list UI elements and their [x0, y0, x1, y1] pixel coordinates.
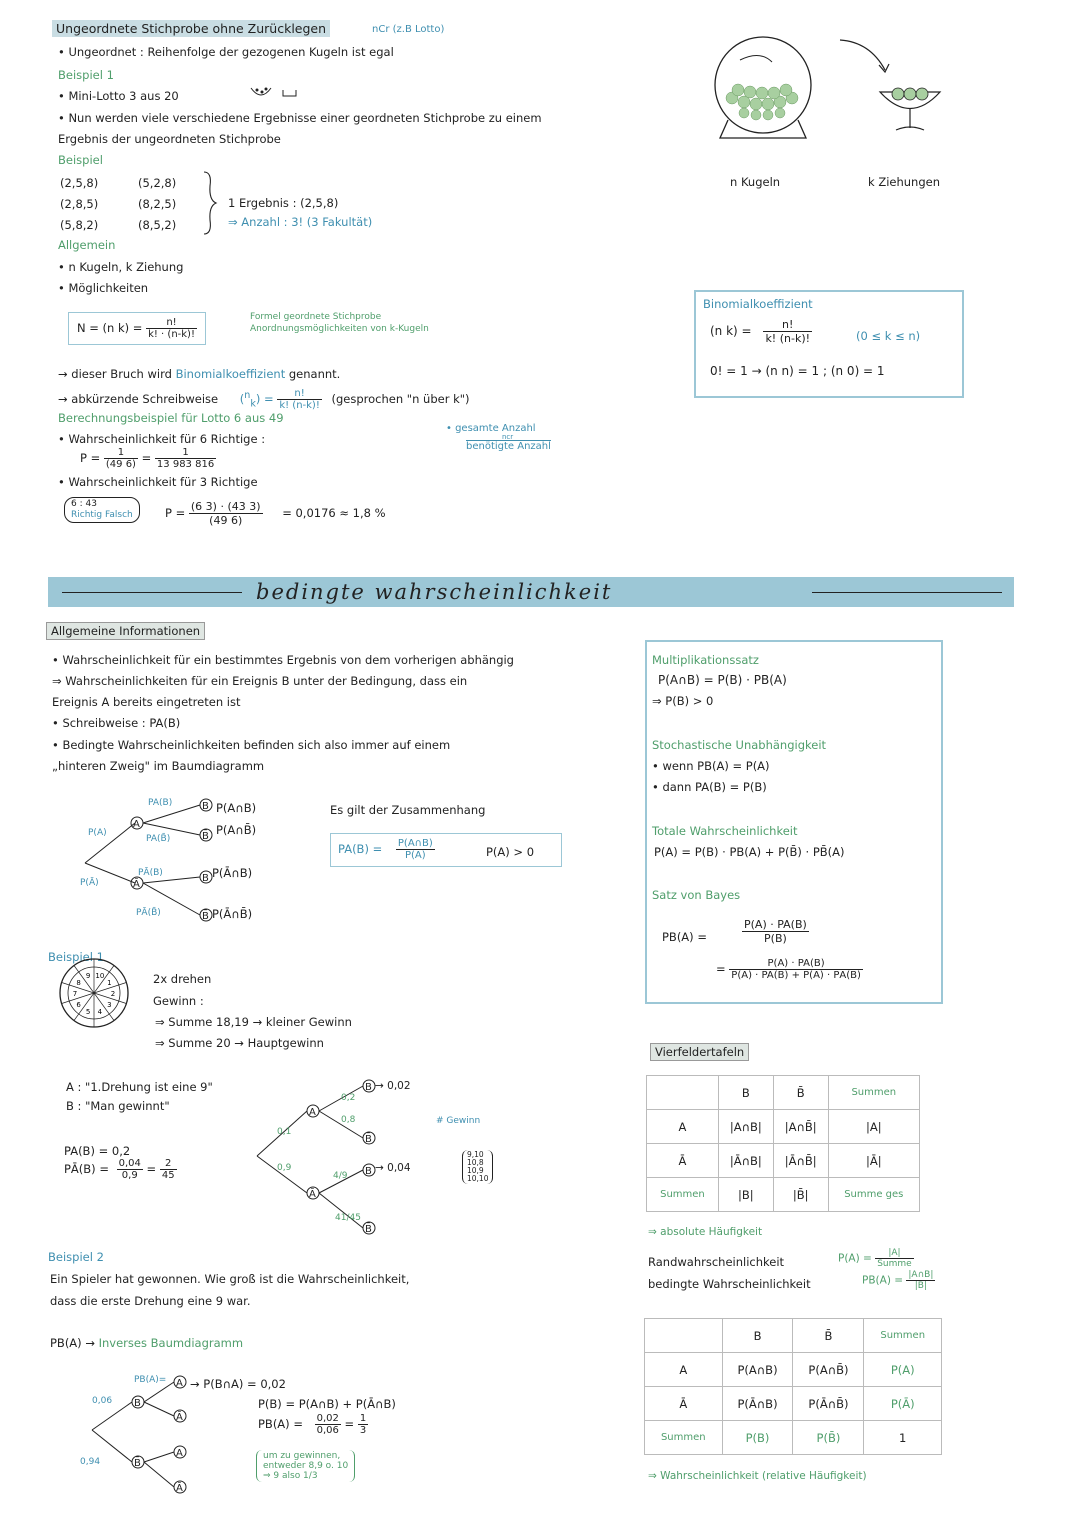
- bed-den: |B|: [914, 1281, 927, 1291]
- tuple: (8,2,5): [138, 197, 177, 211]
- banner-line-right: [812, 592, 1002, 593]
- cell: A: [647, 1110, 719, 1144]
- cell: Summe ges: [828, 1178, 919, 1212]
- svg-text:A: A: [309, 1107, 316, 1118]
- svg-text:PĀ(B): PĀ(B): [138, 868, 163, 878]
- wheel-number: 10: [95, 971, 105, 980]
- gesamte-1: • gesamte Anzahl: [446, 423, 536, 434]
- wheel-number: 4: [97, 1008, 103, 1017]
- note-1: um zu gewinnen,: [263, 1451, 341, 1461]
- pnab-den2: 45: [161, 1170, 175, 1181]
- formula-box-N: [68, 312, 206, 345]
- svg-text:B̄: B̄: [202, 831, 209, 842]
- formel-note-2: Anordnungsmöglichkeiten von k-Kugeln: [250, 324, 429, 334]
- cell: |Ā∩B|: [718, 1144, 773, 1178]
- bayes-den2: P(A) · PA(B) + P(Ā) · PĀ(B): [731, 970, 861, 981]
- bsp2-text2: dass die erste Drehung eine 9 war.: [50, 1294, 251, 1308]
- wheel-number: 9: [85, 971, 91, 980]
- cell: P(B̄): [793, 1421, 864, 1455]
- tuple: (5,8,2): [60, 218, 99, 232]
- table-row: [645, 1421, 942, 1455]
- p6-den: (49 6): [105, 459, 136, 470]
- p94-label: 0,94: [80, 1457, 101, 1467]
- binom-lhs: (n k) =: [710, 324, 752, 338]
- beispiel-1-label: Beispiel 1: [58, 68, 114, 82]
- cell: Summen: [828, 1076, 919, 1110]
- p6-den2: 13 983 816: [156, 459, 215, 470]
- lotto-illustration: [700, 20, 980, 170]
- heading-ungeordnet: Ungeordnete Stichprobe ohne Zurücklegen: [52, 20, 330, 37]
- cell: B: [722, 1319, 793, 1353]
- vft-title: Vierfeldertafeln: [650, 1043, 749, 1061]
- bayes-frac2: = $\frac{P(A) \cdot PA(B)}{P(A) \cdot PA(B) + P(Ā) \cdot PĀ(B)}$: [716, 958, 861, 981]
- cell: P(B): [722, 1421, 793, 1455]
- bruch-line: [58, 367, 340, 381]
- note-2: entweder 8,9 o. 10: [263, 1461, 349, 1471]
- rand-den: Summe: [877, 1259, 912, 1269]
- cell: |Ā∩B̄|: [773, 1144, 828, 1178]
- combo: 10,8: [467, 1158, 484, 1167]
- bed-lhs: PB(A) =: [862, 1274, 904, 1287]
- combo: 10,9: [467, 1166, 484, 1175]
- svg-text:P(Ā): P(Ā): [80, 878, 99, 888]
- bsp1-pnab: PĀ(B) = $\frac{0,04}{0,9}$ = $\frac{2}{45}$: [64, 1158, 175, 1181]
- pba-lhs: PB(A) =: [258, 1417, 303, 1431]
- w6-line: • Wahrscheinlichkeit für 6 Richtige :: [58, 432, 266, 446]
- bsp1-out2: → 0,04: [375, 1162, 411, 1174]
- abk-text: → abkürzende Schreibweise: [58, 392, 219, 406]
- cell: Summen: [645, 1421, 723, 1455]
- gesprochen: (gesprochen "n über k"): [331, 392, 470, 406]
- wheel-number: 3: [107, 1001, 112, 1010]
- bsp1-gewinn-note: # Gewinn: [436, 1116, 481, 1126]
- svg-text:PĀ(B̄): PĀ(B̄): [136, 908, 161, 918]
- bed-num: |A∩B|: [908, 1270, 934, 1280]
- table-row: [647, 1144, 920, 1178]
- table-row: [647, 1076, 920, 1110]
- stoch-title: Stochastische Unabhängigkeit: [652, 738, 827, 752]
- richtig-count: 6 : 43: [71, 499, 97, 509]
- svg-text:Ā: Ā: [176, 1412, 183, 1423]
- svg-text:PB(A)=: PB(A)=: [134, 1375, 167, 1385]
- cell: |A∩B|: [718, 1110, 773, 1144]
- balls-icon: [726, 84, 798, 120]
- note-3: ⇒ 9 also 1/3: [263, 1471, 318, 1481]
- wheel-number: 1: [107, 978, 112, 987]
- svg-text:B: B: [365, 1166, 372, 1177]
- richtig-falsch-bubble: [64, 497, 140, 523]
- tuple: (5,2,8): [138, 176, 177, 190]
- binom-facts: 0! = 1 → (n n) = 1 ; (n 0) = 1: [710, 364, 885, 378]
- cell: P(Ā): [864, 1387, 942, 1421]
- p3-formula: P = $\frac{(6 3) \cdot (43 3)}{(49 6)}$ = 0,0176 ≈ 1,8 %: [165, 500, 386, 527]
- pnab-num: 0,04: [118, 1158, 141, 1169]
- table-row: [645, 1387, 942, 1421]
- bsp2-label: Beispiel 2: [48, 1250, 104, 1264]
- cell: 1: [864, 1421, 942, 1455]
- stoch-2: • dann PA(B) = P(B): [652, 780, 767, 794]
- binom-den: k! (n-k)!: [765, 332, 811, 345]
- tree-result-2: P(A∩B̄): [216, 823, 257, 837]
- k-ziehungen-label: k Ziehungen: [868, 175, 940, 189]
- binom-cond: (0 ≤ k ≤ n): [856, 329, 921, 343]
- wheel-number: 7: [72, 990, 78, 998]
- moeglich-line: • Möglichkeiten: [58, 281, 149, 295]
- bsp2-note: [256, 1450, 355, 1482]
- svg-text:B: B: [134, 1398, 141, 1409]
- tuple: (2,5,8): [60, 176, 99, 190]
- tree-diagram-general: [80, 795, 230, 930]
- p6-lhs: P =: [80, 451, 101, 465]
- svg-text:P(A): P(A): [88, 828, 107, 838]
- tree-result-3: P(Ā∩B): [212, 866, 253, 880]
- inv-lhs: PB(A) →: [50, 1336, 95, 1350]
- N-den: k! · (n-k)!: [148, 329, 195, 340]
- wheel-number: 8: [76, 978, 81, 987]
- wheel-number: 2: [110, 990, 116, 998]
- bayes-num1: P(A) · PA(B): [744, 918, 807, 931]
- cond-l6: „hinteren Zweig" im Baumdiagramm: [52, 759, 265, 773]
- svg-text:B̄: B̄: [365, 1134, 372, 1145]
- tuple: (8,5,2): [138, 218, 177, 232]
- zus-den: P(A): [404, 850, 426, 861]
- line-ergebnis: Ergebnis der ungeordneten Stichprobe: [58, 132, 281, 146]
- bsp2-pb: P(B) = P(A∩B) + P(Ā∩B): [258, 1397, 396, 1411]
- tuples-left: [60, 173, 98, 236]
- rand-lhs: P(A) =: [838, 1252, 872, 1265]
- svg-text:0,1: 0,1: [277, 1127, 292, 1137]
- table-row: [647, 1178, 920, 1212]
- mult-cond: ⇒ P(B) > 0: [652, 694, 714, 708]
- ergebnis-line: 1 Ergebnis : (2,5,8): [228, 196, 339, 210]
- svg-text:B: B: [365, 1082, 372, 1093]
- mult-formula: P(A∩B) = P(B) · PB(A): [658, 673, 787, 687]
- bayes-num2: P(A) · PA(B): [729, 958, 863, 970]
- table-row: [645, 1353, 942, 1387]
- pba-num: 0,02: [316, 1413, 339, 1424]
- bsp2-arrow: → P(B∩A) = 0,02: [190, 1377, 286, 1391]
- cell: Ā: [647, 1144, 719, 1178]
- svg-text:A: A: [176, 1448, 183, 1459]
- bayes-title: Satz von Bayes: [652, 888, 741, 902]
- svg-text:B̄: B̄: [202, 911, 209, 922]
- svg-text:A: A: [176, 1378, 183, 1389]
- wheel-number: 6: [76, 1001, 81, 1010]
- anzahl-line: ⇒ Anzahl : 3! (3 Fakultät): [228, 215, 373, 229]
- pba-num2: 1: [359, 1413, 367, 1424]
- svg-text:41/45: 41/45: [335, 1213, 361, 1223]
- banner-line-left: [62, 592, 242, 593]
- svg-text:PA(B̄): PA(B̄): [146, 834, 171, 844]
- bsp1-gewinn: Gewinn :: [153, 994, 204, 1008]
- pnab-num2: 2: [160, 1158, 177, 1170]
- p3-num: (6 3) · (43 3): [190, 500, 261, 513]
- combo: 10,10: [467, 1174, 489, 1183]
- bsp1-drehen: 2x drehen: [153, 972, 212, 986]
- cell: |B̄|: [773, 1178, 828, 1212]
- total-formula: P(A) = P(B) · PB(A) + P(B̄) · PB̄(A): [654, 845, 845, 859]
- binom-formula: [710, 318, 812, 345]
- svg-text:B̄: B̄: [134, 1458, 141, 1469]
- cell: Ā: [645, 1387, 723, 1421]
- svg-text:B: B: [202, 801, 209, 812]
- mult-title: Multiplikationssatz: [652, 653, 759, 667]
- svg-text:PA(B): PA(B): [148, 798, 173, 808]
- bsp1-label: Beispiel 1: [48, 950, 104, 964]
- pba-den2: 3: [359, 1425, 367, 1436]
- cell: |Ā|: [828, 1144, 919, 1178]
- arrow-icon: [840, 40, 885, 70]
- p6-num2: 1: [155, 447, 216, 459]
- bsp1-combos: [462, 1150, 493, 1184]
- cell: [647, 1076, 719, 1110]
- zus-lhs: PA(B) =: [338, 842, 383, 856]
- N-lhs: N = (n k) =: [77, 321, 143, 335]
- beispiel-label: Beispiel: [58, 153, 103, 167]
- p3-result: = 0,0176 ≈ 1,8 %: [282, 506, 386, 520]
- bsp1-a-def: A : "1.Drehung ist eine 9": [66, 1080, 213, 1094]
- stoch-1: • wenn PB(A) = P(A): [652, 759, 770, 773]
- bruch-text: → dieser Bruch wird: [58, 367, 172, 381]
- n-kugeln-label: n Kugeln: [730, 175, 781, 189]
- cell: B̄: [773, 1076, 828, 1110]
- combo: 9,10: [467, 1150, 484, 1159]
- svg-text:Ā: Ā: [176, 1483, 183, 1494]
- cond-l2: ⇒ Wahrscheinlichkeiten für ein Ereignis B unter der Bedingung, dass ein: [52, 674, 468, 688]
- banner-title: bedingte wahrscheinlichkeit: [256, 580, 613, 604]
- cell: |B|: [718, 1178, 773, 1212]
- cell: P(Ā∩B̄): [793, 1387, 864, 1421]
- svg-text:Ā: Ā: [309, 1189, 316, 1200]
- nk-line: • n Kugeln, k Ziehung: [58, 260, 184, 274]
- tuples-right: [138, 173, 176, 236]
- abk-den: k! (n-k)!: [279, 400, 320, 411]
- brace-icon: [200, 170, 220, 236]
- p3-den: (49 6): [209, 514, 243, 527]
- bayes-frac1: [742, 918, 809, 945]
- binom-title: Binomialkoeffizient: [703, 297, 813, 311]
- cell: |A∩B̄|: [773, 1110, 828, 1144]
- vft-rand: Randwahrscheinlichkeit: [648, 1255, 785, 1269]
- vierfeldertafel-absolute: [646, 1075, 920, 1212]
- rand-num: |A|: [875, 1248, 914, 1259]
- bayes-lhs: PB(A) =: [662, 930, 707, 944]
- svg-text:Ā: Ā: [133, 879, 140, 890]
- gesamte-2: benötigte Anzahl: [466, 441, 551, 452]
- cell: A: [645, 1353, 723, 1387]
- bsp1-s2: ⇒ Summe 20 → Hauptgewinn: [155, 1036, 324, 1050]
- zusammenhang-label: Es gilt der Zusammenhang: [330, 803, 486, 817]
- N-num: n!: [146, 317, 197, 329]
- bsp2-pba: PB(A) = $\frac{0,02}{0,06}$ = $\frac{1}{3}$: [258, 1413, 367, 1436]
- bsp2-inverse: [50, 1336, 243, 1350]
- cell: B: [718, 1076, 773, 1110]
- bsp2-text1: Ein Spieler hat gewonnen. Wie groß ist die Wahrscheinlichkeit,: [50, 1272, 410, 1286]
- binom-num: n!: [763, 318, 812, 332]
- vierfeldertafel-relative: [644, 1318, 942, 1455]
- cond-l3: Ereignis A bereits eingetreten ist: [52, 695, 241, 709]
- cell: Summen: [647, 1178, 719, 1212]
- svg-text:0,9: 0,9: [277, 1163, 292, 1173]
- bayes-den1: P(B): [764, 932, 787, 945]
- cond-l4: • Schreibweise : PA(B): [52, 716, 181, 730]
- vft-rel: ⇒ Wahrscheinlichkeit (relative Häufigkeit): [648, 1470, 867, 1482]
- svg-text:0,8: 0,8: [341, 1115, 356, 1125]
- svg-text:B: B: [202, 873, 209, 884]
- vft-abs: ⇒ absolute Häufigkeit: [648, 1226, 763, 1238]
- table-row: [647, 1110, 920, 1144]
- tree-result-1: P(A∩B): [216, 801, 257, 815]
- ncr-label: ncr: [502, 433, 514, 441]
- inv-label: Inverses Baumdiagramm: [98, 1336, 244, 1350]
- allgemein-label: Allgemein: [58, 238, 116, 252]
- vft-bed: bedingte Wahrscheinlichkeit: [648, 1277, 811, 1291]
- lotto-head: Berechnungsbeispiel für Lotto 6 aus 49: [58, 411, 284, 425]
- zus-num: P(A∩B): [397, 838, 433, 849]
- p6-num: 1: [104, 447, 138, 459]
- bsp1-s1: ⇒ Summe 18,19 → kleiner Gewinn: [155, 1015, 352, 1029]
- tuple: (2,8,5): [60, 197, 99, 211]
- cell: |A|: [828, 1110, 919, 1144]
- svg-text:B̄: B̄: [365, 1224, 372, 1235]
- zus-cond: P(A) > 0: [486, 845, 535, 859]
- cell: P(A∩B): [722, 1353, 793, 1387]
- zusammenhang-formula: [338, 838, 435, 861]
- p06-label: 0,06: [92, 1396, 113, 1406]
- heading-note: nCr (z.B Lotto): [372, 24, 445, 35]
- total-title: Totale Wahrscheinlichkeit: [652, 824, 798, 838]
- formel-note-1: Formel geordnete Stichprobe: [250, 312, 382, 322]
- urn-sketch-icon: [248, 82, 308, 102]
- sphere-icon: [715, 37, 811, 133]
- bsp1-b-def: B : "Man gewinnt": [66, 1099, 170, 1113]
- cell: P(A): [864, 1353, 942, 1387]
- table-row: [645, 1319, 942, 1353]
- vft-bed-formula: [862, 1270, 935, 1291]
- richtig-label: Richtig Falsch: [71, 510, 133, 520]
- line-minilotto: • Mini-Lotto 3 aus 20: [58, 89, 179, 103]
- p6-formula: P = $\frac{1}{(49 6)}$ = $\frac{1}{13 983 816}$: [80, 447, 215, 470]
- cell: [645, 1319, 723, 1353]
- pba-den: 0,06: [316, 1425, 339, 1436]
- tree-diagram-bsp1: [255, 1078, 415, 1238]
- bruch-binom: Binomialkoeffizient: [175, 367, 286, 381]
- w3-line: • Wahrscheinlichkeit für 3 Richtige: [58, 475, 258, 489]
- cond-l5: • Bedingte Wahrscheinlichkeiten befinden sich also immer auf einem: [52, 738, 451, 752]
- pnab-lhs: PĀ(B) =: [64, 1162, 109, 1176]
- cell: P(A∩B̄): [793, 1353, 864, 1387]
- abk-line: → abkürzende Schreibweise ($^n_k$) = $\frac{n!}{k! (n-k)!}$ (gesprochen "n über k"): [58, 388, 470, 411]
- cond-l1: • Wahrscheinlichkeit für ein bestimmtes Ergebnis von dem vorherigen abhängig: [52, 653, 514, 667]
- pnab-den: 0,9: [121, 1170, 138, 1181]
- tree-result-4: P(Ā∩B̄): [212, 907, 253, 921]
- abk-num: n!: [277, 388, 322, 400]
- bsp1-out1: → 0,02: [375, 1080, 411, 1092]
- cell: P(Ā∩B): [722, 1387, 793, 1421]
- bsp1-pab: PA(B) = 0,2: [64, 1144, 131, 1158]
- line-nun: • Nun werden viele verschiedene Ergebnisse einer geordneten Stichprobe zu einem: [58, 111, 542, 125]
- line-ungeordnet: • Ungeordnet : Reihenfolge der gezogenen Kugeln ist egal: [58, 45, 394, 59]
- svg-text:A: A: [133, 819, 140, 830]
- allgemeine-info-head: Allgemeine Informationen: [46, 622, 205, 640]
- wheel-icon: [57, 956, 131, 1030]
- bruch-genannt: genannt.: [288, 367, 341, 381]
- wheel-number: 5: [85, 1008, 91, 1017]
- vft-rand-formula: [838, 1248, 914, 1269]
- svg-text:0,2: 0,2: [341, 1093, 356, 1103]
- cell: Summen: [864, 1319, 942, 1353]
- svg-text:4/9: 4/9: [333, 1171, 348, 1181]
- cell: B̄: [793, 1319, 864, 1353]
